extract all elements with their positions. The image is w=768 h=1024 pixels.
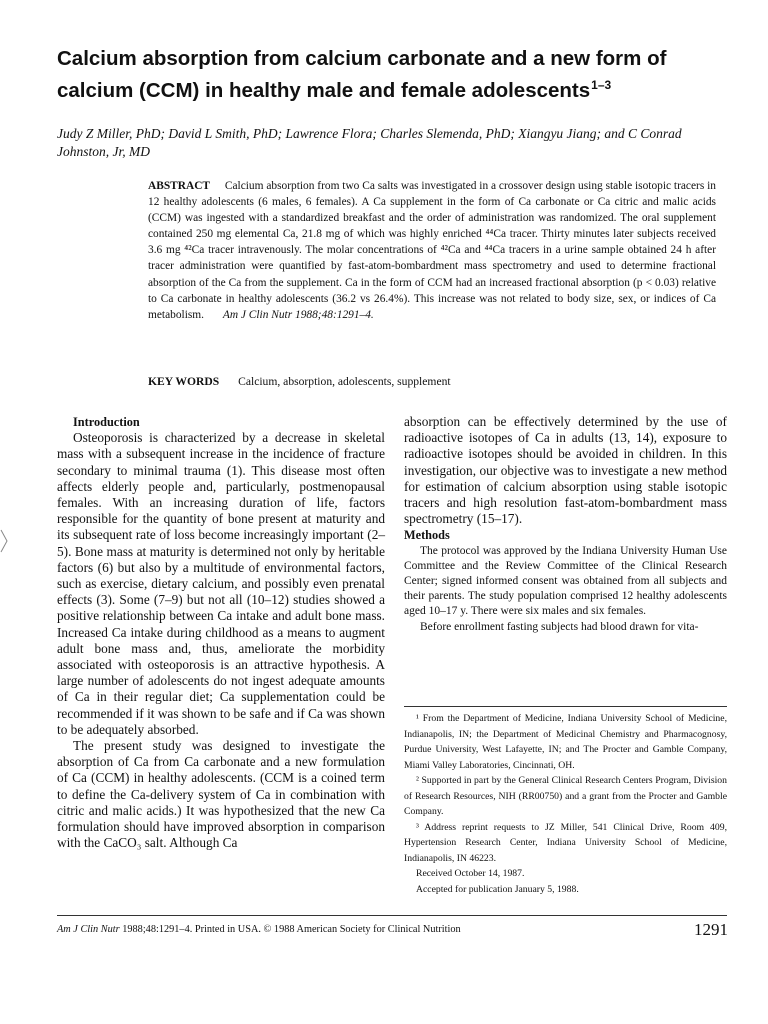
abstract-heading: ABSTRACT xyxy=(148,180,211,192)
journal-footer xyxy=(57,924,461,935)
author-list: Judy Z Miller, PhD; David L Smith, PhD; Lawrence Flora; Charles Slemenda, PhD; Xiangyu Jiang; and C Conrad Johnston, Jr, MD xyxy=(57,126,682,159)
footnote-affiliation: ¹ From the Department of Medicine, Indiana University School of Medicine, Indianapolis, IN; the Department of Medicinal Chemistry and Pharmacognosy, Purdue University, West Lafayette, IN; and The Procter and Gamble Company, Miami Valley Laboratories, Cincinnati, OH. xyxy=(404,713,727,771)
footnote-reprints: ³ Address reprint requests to JZ Miller, 541 Clinical Drive, Room 409, Hypertension Research Center, Indiana University School of Medicine, Indianapolis, IN 46223. xyxy=(404,821,727,864)
title-text: Calcium absorption from calcium carbonate and a new form of calcium (CCM) in healthy male and female adolescents xyxy=(57,47,667,102)
footer-citation: 1988;48:1291–4. Printed in USA. © 1988 American Society for Clinical Nutrition xyxy=(119,924,461,935)
methods-section xyxy=(404,544,727,635)
title-footnote-marks: 1–3 xyxy=(591,78,612,92)
footnotes xyxy=(404,706,727,897)
keywords-text: Calcium, absorption, adolescents, supplement xyxy=(238,375,451,388)
methods-paragraph-2: Before enrollment fasting subjects had blood drawn for vita- xyxy=(420,620,699,633)
methods-paragraph-1: The protocol was approved by the Indiana University Human Use Committee and the Review Committee of the Clinical Research Center; signed informed consent was obtained from all subjects and their parents. The study population comprised 12 healthy adolescents aged 10–17 y. There were six males and six females. xyxy=(404,544,727,618)
page-number: 1291 xyxy=(694,920,728,939)
right-column xyxy=(404,414,727,635)
article-title xyxy=(57,46,717,104)
abstract-citation: Am J Clin Nutr 1988;48:1291–4. xyxy=(222,308,374,321)
introduction-heading: Introduction xyxy=(73,415,140,429)
received-date: Received October 14, 1987. xyxy=(416,868,525,879)
methods-heading: Methods xyxy=(404,528,450,543)
introduction-paragraph-1: Osteoporosis is characterized by a decrease in skeletal mass with a subsequent increase in the incidence of fracture secondary to minimal trauma (1). This disease most often affects elderly people and, particularly, postmenopausal females. With an increasing duration of life, factors responsible for the quantity of bone present at maturity and its subsequent rate of loss become increasingly important (2–5). Bone mass at maturity is determined not only by heritable factors (6) but also by a multitude of environmental factors, such as exercise, dietary calcium, and possibly even prenatal effects (3). Some (7–9) but not all (10–12) studies showed a positive relationship between Ca intake and adult bone mass. Increased Ca intake during childhood as a means to augment adult bone mass and, thus, ameliorate the morbidity associated with osteoporosis is an attractive hypothesis. A large number of adolescents do not ingest adequate amounts of Ca in their regular diet; Ca supplementation could be recommended if it was shown to be safe and if Ca was shown to be adequately absorbed. xyxy=(57,430,385,737)
keywords xyxy=(148,374,708,390)
footer-journal-name: Am J Clin Nutr xyxy=(57,924,120,935)
introduction-paragraph-2: The present study was designed to investigate the absorption of Ca from Ca carbonate and a new formulation of Ca (CCM) in healthy adolescents. (CCM is a coined term to define the Ca-delivery system of Ca in combination with citric and malic acids.) It was hypothesized that the new Ca formulation should have improved absorption in comparison with the CaCO₃ salt. Although Ca xyxy=(57,738,385,851)
left-column xyxy=(57,414,385,851)
footer-divider xyxy=(57,915,727,916)
introduction-paragraph-3: absorption can be effectively determined by the use of radioactive isotopes of Ca in adults (13, 14), exposure to radioactive isotopes should be avoided in children. In this investigation, our objective was to investigate a new method for estimation of calcium absorption using stable isotopic tracers and high resolution fast-atom-bombardment mass spectrometry (15–17). xyxy=(404,414,727,527)
abstract xyxy=(148,178,716,323)
abstract-text: Calcium absorption from two Ca salts was investigated in a crossover design using stable isotopic tracers in 12 healthy adolescents (6 males, 6 females). A Ca supplement in the form of Ca carbonate or Ca citric and malic acids (CCM) was ingested with a standardized breakfast and the order of administration was randomized. The oral supplement contained 250 mg elemental Ca, 21.8 mg of which was highly enriched ⁴⁴Ca tracer. Thirty minutes later subjects received 3.6 mg ⁴²Ca tracer intravenously. The molar concentrations of ⁴²Ca and ⁴⁴Ca tracers in a urine sample obtained 24 h after tracer administration were quantified by fast-atom-bombardment mass spectrometry and used to determine fractional absorption of the Ca from the supplement. Ca in the form of CCM had an increased fractional absorption (p < 0.03) relative to Ca carbonate in healthy adolescents (36.2 vs 26.4%). This increase was not related to body size, sex, or indices of Ca metabolism. xyxy=(148,180,716,321)
accepted-date: Accepted for publication January 5, 1988. xyxy=(416,883,579,895)
margin-bracket-icon xyxy=(0,528,8,554)
footnote-support: ² Supported in part by the General Clinical Research Centers Program, Division of Research Resources, NIH (RR00750) and a grant from the Procter and Gamble Company. xyxy=(404,775,727,817)
keywords-heading: KEY WORDS xyxy=(148,375,220,388)
